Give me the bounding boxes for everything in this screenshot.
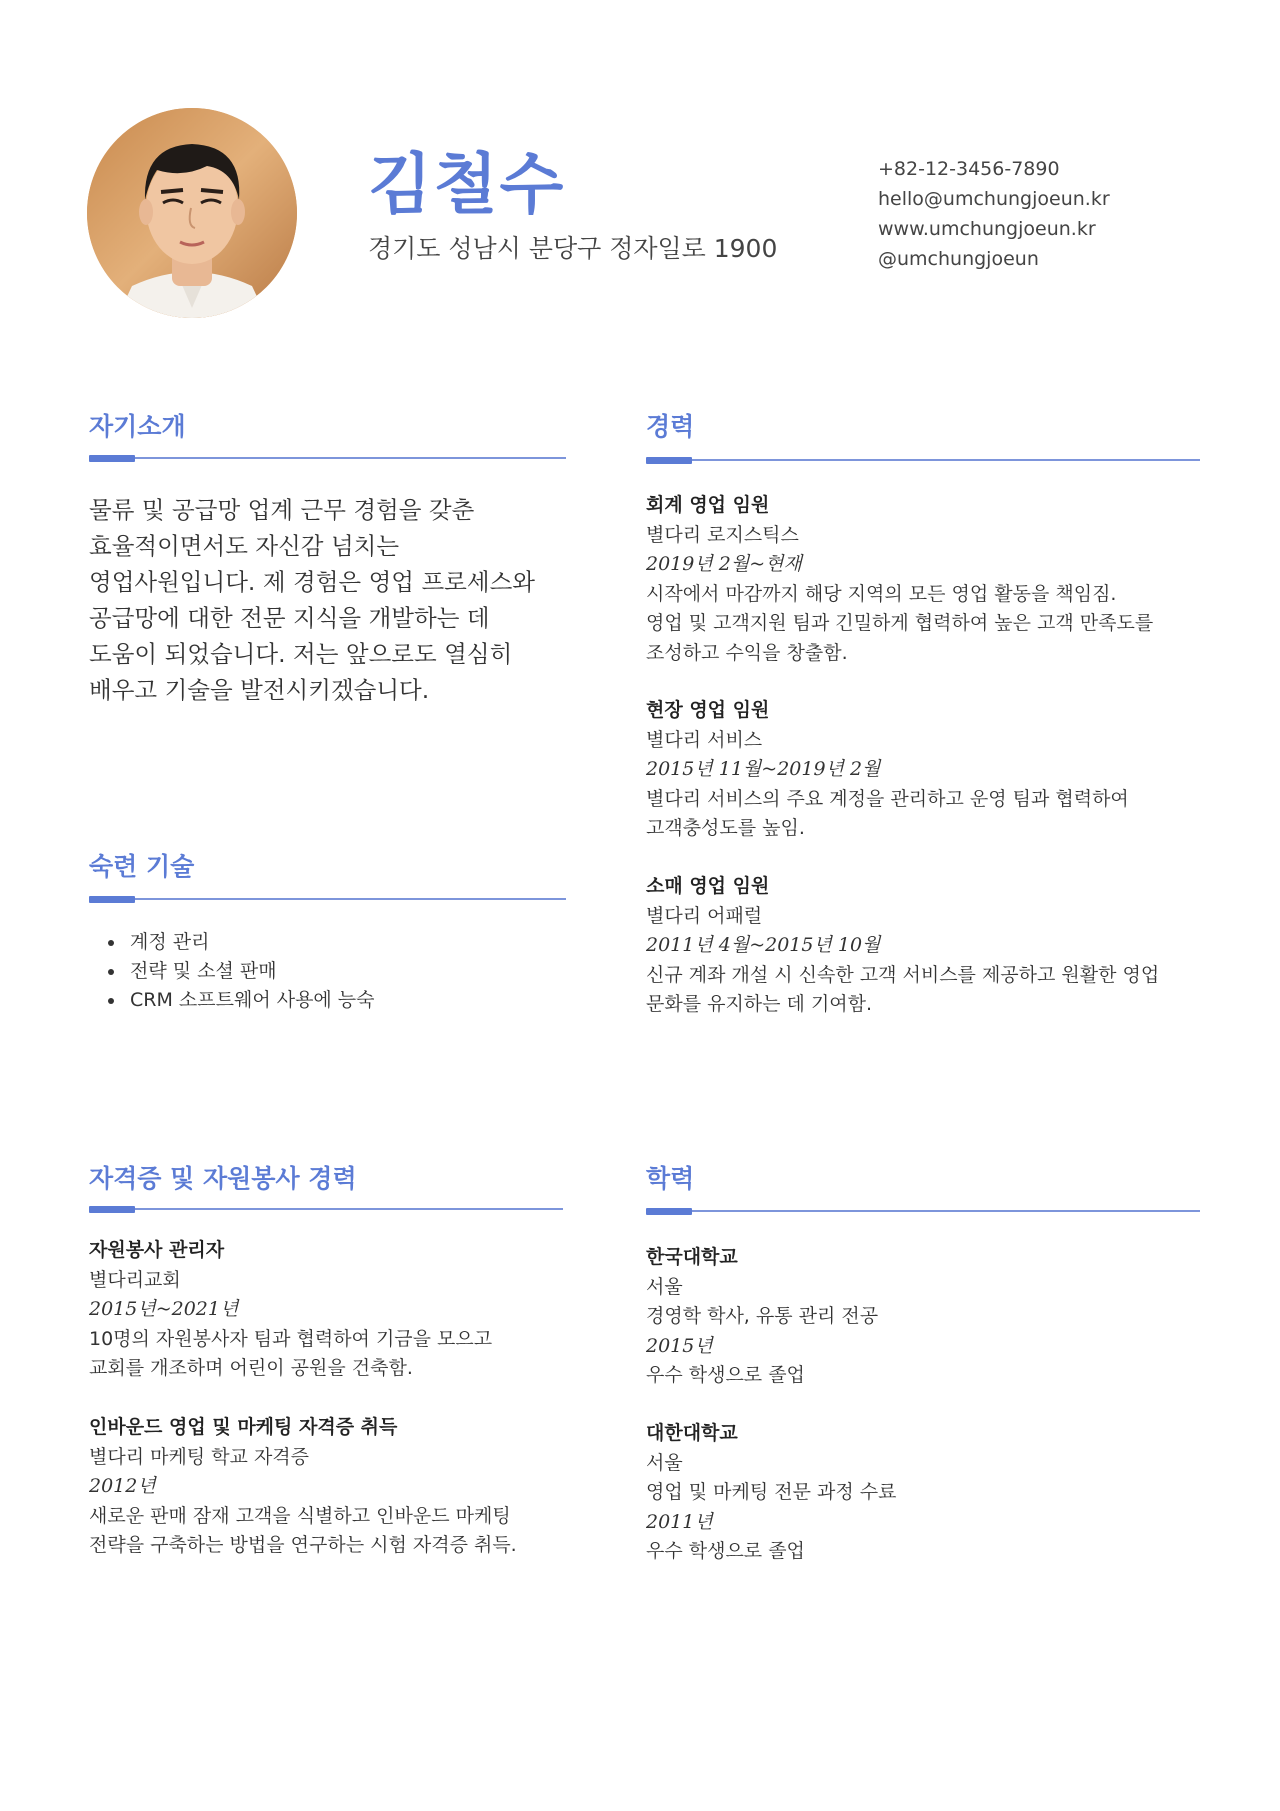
graduation-note: 우수 학생으로 졸업 [646, 1540, 805, 1562]
section-divider-accent [89, 896, 135, 903]
job-title: 회계 영업 임원 [646, 494, 770, 516]
company-name: 별다리 어패럴 [646, 904, 763, 927]
education-entry [646, 1243, 1206, 1391]
cert-title: 인바운드 영업 및 마케팅 자격증 취득 [89, 1416, 398, 1438]
section-divider-accent [646, 1208, 692, 1215]
intro-line: 도움이 되었습니다. 저는 앞으로도 열심히 [89, 640, 513, 668]
cert-organization: 별다리교회 [89, 1268, 181, 1291]
cert-dates: 2015년~2021년 [89, 1298, 239, 1320]
profile-photo [87, 108, 297, 318]
job-description-line: 조성하고 수익을 창출함. [646, 641, 848, 664]
section-title-certs: 자격증 및 자원봉사 경력 [89, 1164, 357, 1193]
graduation-year: 2011년 [646, 1510, 713, 1533]
section-divider-accent [89, 455, 135, 462]
section-title-education: 학력 [646, 1164, 695, 1193]
cert-dates: 2012년 [89, 1475, 156, 1497]
graduation-year: 2015년 [646, 1334, 713, 1357]
intro-paragraph [89, 492, 569, 708]
cert-entry [89, 1413, 569, 1561]
experience-entry [646, 696, 1206, 844]
skill-item: • CRM 소프트웨어 사용에 능숙 [126, 986, 375, 1015]
degree: 영업 및 마케팅 전문 과정 수료 [646, 1481, 897, 1503]
experience-entry [646, 491, 1206, 668]
job-dates: 2019년 2월~현재 [646, 553, 802, 575]
section-divider [646, 459, 1200, 461]
cert-description-line: 10명의 자원봉사자 팀과 협력하여 기금을 모으고 [89, 1327, 493, 1350]
job-description-line: 별다리 서비스의 주요 계정을 관리하고 운영 팀과 협력하여 [646, 787, 1129, 810]
cert-organization: 별다리 마케팅 학교 자격증 [89, 1445, 310, 1468]
section-divider [89, 898, 566, 900]
address: 경기도 성남시 분당구 정자일로 1900 [368, 234, 778, 263]
section-divider [89, 457, 566, 459]
website-link[interactable]: www.umchungjoeun.kr [878, 218, 1096, 240]
skills-list [100, 928, 375, 1015]
skill-item: • 전략 및 소셜 판매 [126, 957, 375, 986]
section-divider [646, 1210, 1200, 1212]
email-address[interactable]: hello@umchungjoeun.kr [878, 188, 1110, 210]
job-description-line: 영업 및 고객지원 팀과 긴밀하게 협력하여 높은 고객 만족도를 [646, 612, 1154, 634]
degree: 경영학 학사, 유통 관리 전공 [646, 1305, 879, 1327]
section-title-intro: 자기소개 [89, 412, 186, 441]
social-handle[interactable]: @umchungjoeun [878, 248, 1039, 270]
experience-entry [646, 872, 1206, 1020]
intro-line: 배우고 기술을 발전시키겠습니다. [89, 676, 430, 704]
intro-line: 효율적이면서도 자신감 넘치는 [89, 532, 400, 560]
job-description-line: 문화를 유지하는 데 기여함. [646, 993, 873, 1015]
intro-line: 물류 및 공급망 업계 근무 경험을 갖춘 [89, 496, 475, 524]
section-title-experience: 경력 [646, 412, 695, 441]
skill-item: • 계정 관리 [126, 928, 375, 957]
cert-entry [89, 1236, 569, 1384]
candidate-name: 김철수 [368, 146, 566, 223]
cert-description-line: 전략을 구축하는 방법을 연구하는 시험 자격증 취득. [89, 1534, 517, 1556]
school-city: 서울 [646, 1451, 683, 1474]
job-title: 현장 영업 임원 [646, 699, 770, 721]
cert-title: 자원봉사 관리자 [89, 1239, 225, 1261]
graduation-note: 우수 학생으로 졸업 [646, 1364, 805, 1386]
job-title: 소매 영업 임원 [646, 875, 770, 897]
company-name: 별다리 로지스틱스 [646, 523, 799, 546]
section-divider-accent [646, 457, 692, 464]
contact-info [878, 154, 1110, 274]
school-name: 대한대학교 [646, 1422, 738, 1444]
phone-number[interactable]: +82-12-3456-7890 [878, 158, 1060, 180]
school-name: 한국대학교 [646, 1246, 738, 1268]
intro-line: 공급망에 대한 전문 지식을 개발하는 데 [89, 604, 490, 632]
cert-description-line: 교회를 개조하며 어린이 공원을 건축함. [89, 1357, 413, 1379]
cert-description-line: 새로운 판매 잠재 고객을 식별하고 인바운드 마케팅 [89, 1504, 511, 1527]
job-dates: 2015년 11월~2019년 2월 [646, 758, 881, 780]
company-name: 별다리 서비스 [646, 728, 763, 751]
education-entry [646, 1419, 1206, 1567]
section-divider [89, 1208, 563, 1210]
job-description-line: 시작에서 마감까지 해당 지역의 모든 영업 활동을 책임짐. [646, 582, 1117, 605]
job-description-line: 신규 계좌 개설 시 신속한 고객 서비스를 제공하고 원활한 영업 [646, 963, 1160, 986]
section-title-skills: 숙련 기술 [89, 852, 195, 881]
section-divider-accent [89, 1206, 135, 1213]
job-description-line: 고객충성도를 높임. [646, 817, 805, 839]
school-city: 서울 [646, 1275, 683, 1298]
intro-line: 영업사원입니다. 제 경험은 영업 프로세스와 [89, 568, 535, 596]
job-dates: 2011년 4월~2015년 10월 [646, 934, 881, 956]
